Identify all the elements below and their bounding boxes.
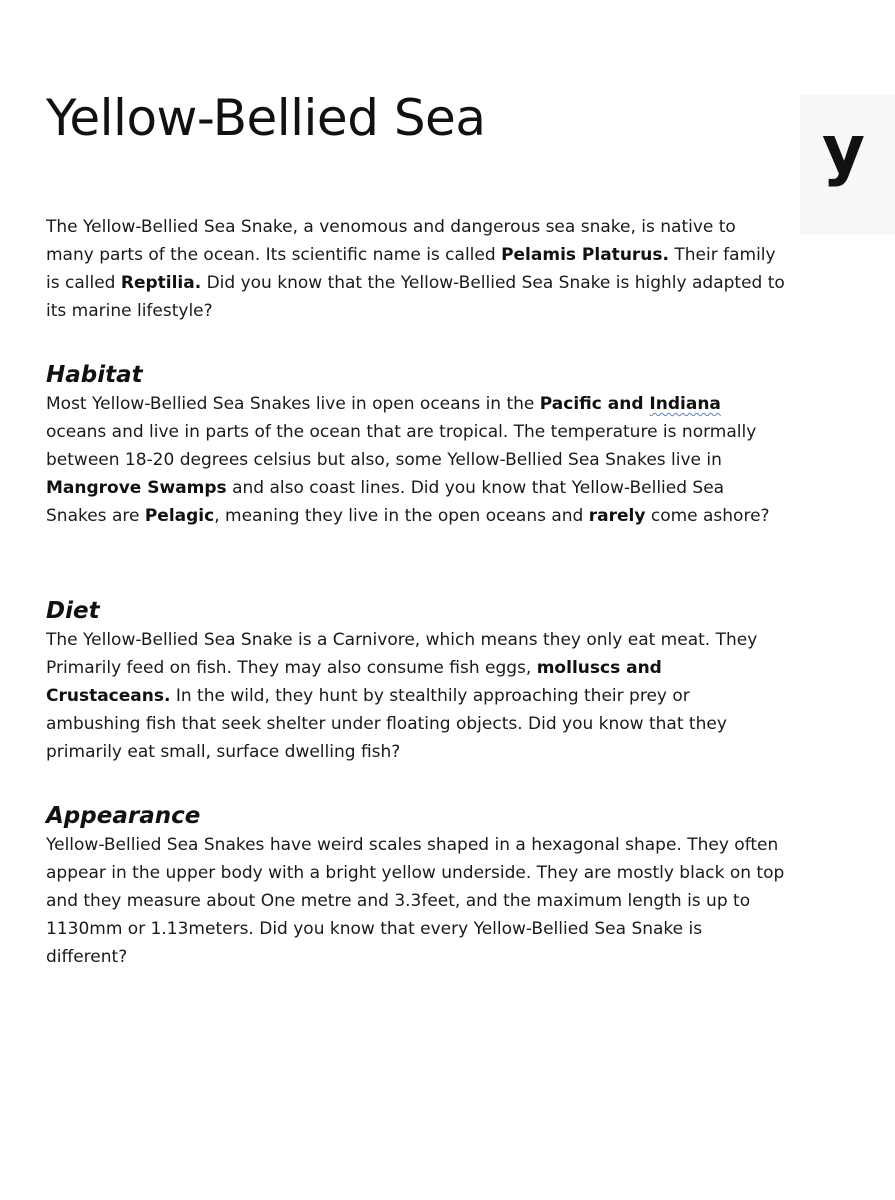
appearance-paragraph: Yellow-Bellied Sea Snakes have weird scales shaped in a hexagonal shape. They often appear in the upper body with a bright yellow underside. They are mostly black on top and they measure about One metre and 3.3feet, and the maximum length is up to 1130mm or 1.13meters. Did you know that every Yellow-Bellied Sea Snake is different? [46,835,785,967]
habitat-heading: Habitat [46,362,143,388]
bold-run: Pelamis Platurus. [501,245,669,265]
text-run: The Yellow-Bellied Sea Snake, a venomous and dangerous sea snake, is native to many parts of the ocean. Its scientific name is called [46,217,736,265]
diet-heading: Diet [46,598,100,624]
text-run: , meaning they live in the open oceans and [214,506,589,526]
document-title: Yellow-Bellied Sea [46,89,486,147]
text-run: The Yellow-Bellied Sea Snake is a Carnivore, which means they only eat meat. They Primarily feed on fish. They may also consume fish eggs, [46,630,758,678]
intro-section [46,213,786,325]
diet-paragraph [46,626,786,766]
spellcheck-underlined-word[interactable]: Indiana [649,394,721,414]
bold-run: molluscs and Crustaceans. [46,658,662,706]
text-run: and also coast lines. Did you know that Yellow-Bellied Sea Snakes are [46,478,725,526]
diet-section [46,596,786,766]
bold-run: Mangrove Swamps [46,478,227,498]
appearance-heading: Appearance [46,803,201,829]
habitat-paragraph [46,390,786,530]
appearance-section [46,801,786,971]
text-run: come ashore? [645,506,770,526]
next-page-letter: y [822,111,866,188]
bold-run: rarely [588,506,646,526]
next-page-preview [800,95,895,235]
bold-run: Pelagic [144,506,215,526]
bold-run: Pacific and [539,394,650,414]
habitat-section [46,360,786,530]
bold-run: Reptilia. [120,273,202,293]
text-run: oceans and live in parts of the ocean that are tropical. The temperature is normally between 18-20 degrees celsius but also, some Yellow-Bellied Sea Snakes live in [46,422,757,470]
text-run: Their family is called [46,245,776,293]
intro-paragraph [46,213,786,325]
text-run: Did you know that the Yellow-Bellied Sea Snake is highly adapted to its marine lifestyle? [46,273,785,321]
text-run: In the wild, they hunt by stealthily approaching their prey or ambushing fish that seek shelter under floating objects. Did you know that they primarily eat small, surface dwelling fish? [46,686,727,762]
text-run: Most Yellow-Bellied Sea Snakes live in open oceans in the [46,394,540,414]
